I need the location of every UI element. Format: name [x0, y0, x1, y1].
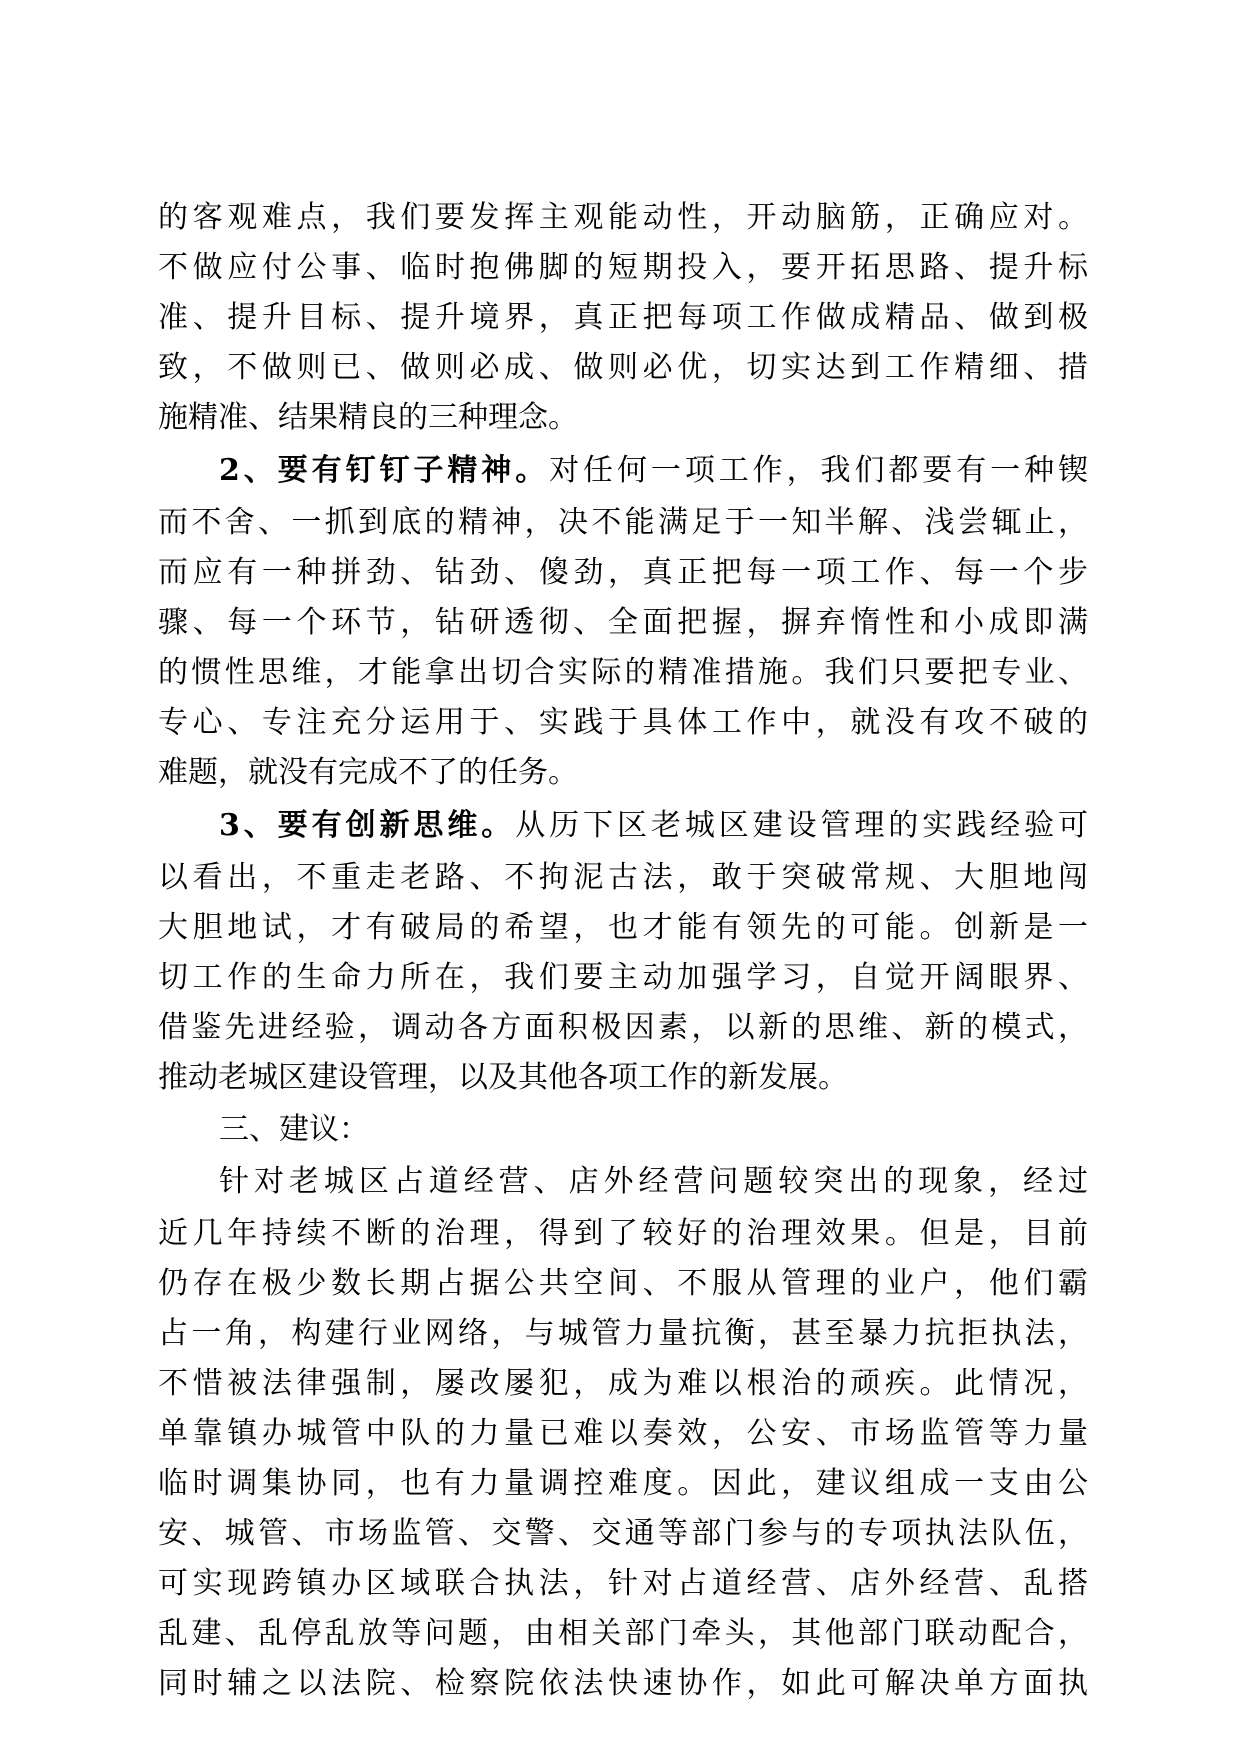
paragraph-line: 占一角，构建行业网络，与城管力量抗衡，甚至暴力抗拒执法， [158, 1316, 1088, 1351]
paragraph-line: 施精准、结果精良的三种理念。 [158, 400, 578, 435]
paragraph-line: 以看出，不重走老路、不拘泥古法，敢于突破常规、大胆地闯 [158, 860, 1088, 895]
section-3-first-text: 从历下区老城区建设管理的实践经验可 [515, 808, 1089, 843]
paragraph-line: 临时调集协同，也有力量调控难度。因此，建议组成一支由公 [158, 1466, 1088, 1501]
paragraph-line: 骤、每一个环节，钻研透彻、全面把握，摒弃惰性和小成即满 [158, 605, 1088, 640]
paragraph-line: 而应有一种拼劲、钻劲、傻劲，真正把每一项工作、每一个步 [158, 555, 1088, 590]
paragraph-line: 致，不做则已、做则必成、做则必优，切实达到工作精细、措 [158, 350, 1088, 385]
paragraph-line: 而不舍、一抓到底的精神，决不能满足于一知半解、浅尝辄止， [158, 505, 1088, 540]
suggestion-first-line: 针对老城区占道经营、店外经营问题较突出的现象，经过 [219, 1164, 1088, 1199]
paragraph-line: 安、城管、市场监管、交警、交通等部门参与的专项执法队伍， [158, 1516, 1088, 1551]
paragraph-line: 借鉴先进经验，调动各方面积极因素，以新的思维、新的模式， [158, 1010, 1088, 1045]
paragraph-line: 准、提升目标、提升境界，真正把每项工作做成精品、做到极 [158, 300, 1088, 335]
paragraph-line: 单靠镇办城管中队的力量已难以奏效，公安、市场监管等力量 [158, 1416, 1088, 1451]
section-3-first-line [219, 800, 1088, 852]
paragraph-line: 专心、专注充分运用于、实践于具体工作中，就没有攻不破的 [158, 705, 1088, 740]
section-2-first-text: 对任何一项工作，我们都要有一种锲 [549, 453, 1088, 488]
section-3-heading: 3、要有创新思维。 [219, 808, 516, 843]
paragraph-line: 的惯性思维，才能拿出切合实际的精准措施。我们只要把专业、 [158, 655, 1088, 690]
paragraph-line: 难题，就没有完成不了的任务。 [158, 755, 578, 790]
section-2-first-line [219, 445, 1088, 497]
paragraph-line: 不惜被法律强制，屡改屡犯，成为难以根治的顽疾。此情况， [158, 1366, 1088, 1401]
paragraph-line: 不做应付公事、临时抱佛脚的短期投入，要开拓思路、提升标 [158, 250, 1088, 285]
section-2-heading: 2、要有钉钉子精神。 [219, 453, 550, 488]
paragraph-line: 的客观难点，我们要发挥主观能动性，开动脑筋，正确应对。 [158, 200, 1088, 235]
paragraph-line: 大胆地试，才有破局的希望，也才能有领先的可能。创新是一 [158, 910, 1088, 945]
paragraph-line: 近几年持续不断的治理，得到了较好的治理效果。但是，目前 [158, 1216, 1088, 1251]
paragraph-line: 可实现跨镇办区域联合执法，针对占道经营、店外经营、乱搭 [158, 1566, 1088, 1601]
paragraph-line: 切工作的生命力所在，我们要主动加强学习，自觉开阔眼界、 [158, 960, 1088, 995]
paragraph-line: 推动老城区建设管理，以及其他各项工作的新发展。 [158, 1060, 848, 1095]
suggestion-heading: 三、建议： [219, 1112, 369, 1147]
paragraph-line: 乱建、乱停乱放等问题，由相关部门牵头，其他部门联动配合， [158, 1616, 1088, 1651]
paragraph-line: 仍存在极少数长期占据公共空间、不服从管理的业户，他们霸 [158, 1266, 1088, 1301]
paragraph-line: 同时辅之以法院、检察院依法快速协作，如此可解决单方面执 [158, 1666, 1088, 1701]
